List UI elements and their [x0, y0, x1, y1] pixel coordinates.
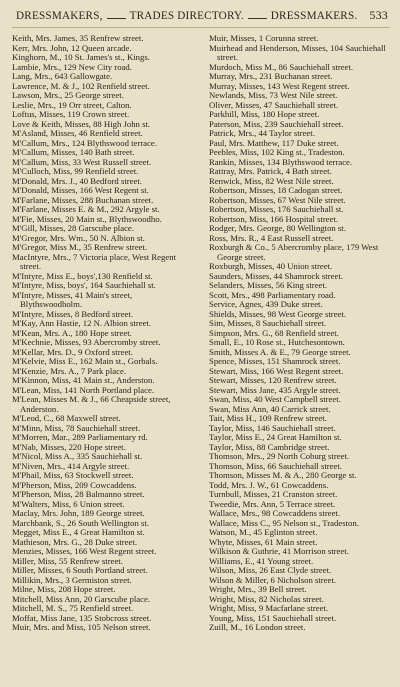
directory-entry: Kerr, Mrs. John, 12 Queen arcade. [12, 42, 132, 53]
directory-entry: Taylor, Miss, 146 Sauchiehall street. [209, 422, 336, 433]
directory-entry: Rattray, Mrs. Patrick, 4 Bath street. [209, 166, 332, 176]
directory-entry: Small, E., 10 Rose st., Hutchesontown. [209, 337, 345, 347]
directory-entry: Menzies, Misses, 166 West Regent street. [12, 546, 157, 556]
directory-entry: Taylor, Miss, 88 Cambridge street. [209, 441, 330, 452]
header-rule-left [107, 18, 126, 19]
directory-entry: Lang, Mrs., 643 Gallowgate. [12, 71, 113, 81]
directory-entry: Whyte, Misses, 61 Main street. [209, 536, 318, 547]
directory-entry: Muir, Misses, 1 Corunna street. [209, 33, 319, 43]
directory-entry: Patrick, Mrs., 44 Taylor street. [209, 128, 315, 138]
directory-entry: M'Callum, Mrs., 124 Blythswood terrace. [12, 137, 157, 148]
directory-entry: M'Culloch, Miss, 99 Renfield street. [12, 166, 139, 176]
directory-entry: Turnbull, Misses, 21 Cranston street. [209, 489, 338, 499]
directory-entry: Roxburgh, Misses, 40 Union street. [209, 261, 333, 271]
directory-entry: Tait, Miss H., 109 Renfrew street. [209, 413, 327, 423]
directory-entry: Paterson, Miss, 239 Sauchiehall street. [209, 118, 344, 129]
directory-entry: Sim, Misses, 8 Sauchiehall street. [209, 318, 327, 328]
directory-entry: Mitchell, Miss Ann, 20 Garscube place. [12, 593, 151, 604]
directory-entry: Moffat, Miss Jane, 135 Stobcross street. [12, 612, 152, 623]
directory-entry: Robertson, Misses, 18 Cadogan street. [209, 185, 343, 195]
directory-entry: Mitchell, M. S., 75 Renfield street. [12, 603, 134, 613]
directory-entry: M'Morren, Mar., 289 Parliamentary rd. [12, 432, 148, 442]
header-center-title: TRADES DIRECTORY. [129, 10, 244, 22]
directory-entry: Robertson, Misses, 67 West Nile street. [209, 194, 346, 205]
directory-entry: Zuill, M., 16 London street. [209, 622, 306, 632]
directory-entry: M'Callum, Misses, 140 Bath street. [12, 147, 135, 157]
directory-entry: Thomson, Mrs., 29 North Coburg street. [209, 451, 350, 461]
directory-entry: M'Asland, Misses, 46 Renfield street. [12, 128, 143, 138]
directory-entry: Millikin, Mrs., 3 Germiston street. [12, 574, 132, 585]
directory-entry: M'Kellar, Mrs. D., 9 Oxford street. [12, 346, 133, 357]
directory-entry: M'Leod, C., 68 Maxwell street. [12, 413, 121, 423]
directory-entry: M'Intyre, Misses, 8 Bedford street. [12, 308, 133, 319]
directory-entry: M'Intyre, Misses, 41 Main's street, Blythswoodholm. [12, 289, 133, 309]
right-column [201, 34, 390, 633]
directory-entry: Wright, Mrs., 39 Bell street. [209, 584, 307, 594]
directory-entry: Murdoch, Miss M., 86 Sauchiehall street. [209, 61, 354, 72]
directory-entry: M'Kechnie, Misses, 93 Abercromby street. [12, 337, 161, 347]
directory-entry: Newlands, Miss, 73 West Nile street. [209, 90, 338, 100]
directory-entry: Ross, Mrs. R., 4 East Russell street. [209, 232, 334, 243]
directory-entry: Lawson, Mrs., 25 George street. [12, 90, 124, 100]
directory-entry: Simpson, Mrs. G., 68 Renfield street. [209, 327, 339, 338]
directory-entry: M'Donald, Mrs. J., 40 Bedford street. [12, 175, 142, 186]
directory-entry: M'Kean, Mrs. A., 180 Hope street. [12, 327, 132, 338]
directory-entry: Spence, Misses, 151 Shamrock street. [209, 356, 341, 366]
directory-entry: Shields, Misses, 98 West George street. [209, 308, 347, 319]
directory-entry: M'Niven, Mrs., 414 Argyle street. [12, 460, 130, 471]
directory-entry: Wright, Miss, 9 Macfarlane street. [209, 603, 329, 613]
header-left-title: DRESSMAKERS, [16, 10, 103, 22]
directory-entry: Miller, Misses, 6 South Portland street. [12, 565, 148, 575]
directory-entry: M'Kenzie, Mrs. A., 7 Park place. [12, 365, 126, 376]
directory-entry: Swan, Miss Ann, 40 Carrick street. [209, 403, 331, 414]
directory-entry: Service, Agnes, 439 Duke street. [209, 299, 323, 309]
directory-entry: Muirhead and Henderson, Misses, 104 Sauchiehall street. [209, 42, 386, 62]
directory-entry: Murray, Mrs., 231 Buchanan street. [209, 71, 333, 81]
directory-entry: M'Gregor, Mrs. Wm., 50 N. Albion st. [12, 232, 145, 243]
directory-entry: Wallace, Mrs., 98 Cowcaddens street. [209, 508, 341, 518]
left-column [12, 34, 201, 633]
directory-entry: M'Phail, Miss, 63 Stockwell street. [12, 470, 134, 480]
directory-entry: Stewart, Miss, 166 West Regent street. [209, 365, 344, 376]
directory-entry: Mathieson, Mrs. G., 28 Duke street. [12, 536, 137, 547]
directory-entry: Watson, M., 45 Eglinton street. [209, 527, 318, 537]
directory-entry: Selanders, Misses, 56 King street. [209, 280, 327, 290]
running-header [12, 8, 390, 28]
directory-entry: Swan, Miss, 40 West Campbell street. [209, 394, 341, 404]
directory-entry: M'Lean, Miss, 141 North Portland place. [12, 384, 154, 395]
directory-entry: M'Callum, Miss, 33 West Russell street. [12, 156, 152, 167]
directory-entry: Muir, Mrs. and Miss, 105 Nelson street. [12, 622, 151, 632]
directory-entry: M'Nab, Misses, 220 Hope street. [12, 441, 126, 452]
directory-entry: M'Gill, Misses, 28 Garscube place. [12, 223, 134, 233]
directory-entry: Thomson, Miss, 66 Sauchiehall street. [209, 460, 342, 471]
directory-entry: M'Gregor, Miss M., 35 Renfrew street. [12, 242, 148, 252]
directory-entry: Miller, Miss, 55 Renfrew street. [12, 555, 123, 566]
directory-entry: Robertson, Miss, 166 Hospital street. [209, 213, 339, 224]
directory-entry: Stewart, Misses, 120 Renfrew street. [209, 375, 337, 385]
directory-entry: M'Pherson, Miss, 209 Cowcaddens. [12, 479, 137, 490]
directory-entry: Smith, Misses A. & E., 79 George street. [209, 346, 351, 357]
directory-entry: Lawrence, M. & J., 102 Renfield street. [12, 80, 150, 91]
directory-entry: Lambie, Mrs., 129 New City road. [12, 61, 132, 72]
directory-entry: M'Intyre, Miss, boys', 164 Sauchiehall st. [12, 280, 156, 290]
directory-entry: M'Walters, Miss, 6 Union street. [12, 498, 125, 509]
directory-entry: MacIntyre, Mrs., 7 Victoria place, West Regent street. [12, 251, 176, 271]
directory-entry: M'Farlane, Misses, 288 Buchanan street. [12, 194, 154, 205]
directory-entry: Rodger, Mrs. George, 80 Wellington st. [209, 223, 346, 233]
directory-entry: Leslie, Mrs., 19 Orr street, Calton. [12, 99, 132, 110]
directory-entry: M'Fie, Misses, 20 Main st., Blythswoodho. [12, 213, 162, 224]
directory-entry: M'Pherson, Miss, 28 Balmanno street. [12, 489, 145, 499]
directory-entry: Megget, Miss E., 4 Great Hamilton st. [12, 527, 145, 537]
directory-entry: Williams, E., 41 Young street. [209, 555, 314, 566]
directory-columns [12, 34, 390, 633]
directory-entry: Wilkison & Guthrie, 41 Morrison street. [209, 546, 349, 556]
page-number: 533 [369, 8, 388, 22]
directory-entry: Peebles, Miss, 102 King st., Tradeston. [209, 147, 345, 157]
header-right-title: DRESSMAKERS. [270, 10, 358, 22]
directory-entry: Love & Keith, Misses, 88 High John st. [12, 118, 151, 129]
directory-entry: Paul, Mrs. Matthew, 117 Duke street. [209, 137, 339, 148]
directory-entry: M'Kelvie, Miss E., 162 Main st., Gorbals. [12, 356, 158, 366]
directory-entry: Scott, Mrs., 498 Parliamentary road. [209, 289, 336, 300]
directory-entry: Renwick, Miss, 82 West Nile street. [209, 175, 334, 186]
header-rule-right [248, 18, 267, 19]
directory-entry: Todd, Mrs. J. W., 61 Cowcaddens. [209, 479, 329, 490]
directory-entry: Wilson, Miss, 26 East Clyde street. [209, 565, 332, 575]
directory-entry: Taylor, Miss E., 24 Great Hamilton st. [209, 432, 342, 442]
directory-entry: Robertson, Misses, 176 Sauchiehall st. [209, 204, 344, 214]
directory-entry: Loftus, Misses, 119 Crown street. [12, 109, 130, 119]
directory-entry: Oliver, Misses, 47 Sauchiehall street. [209, 99, 339, 110]
directory-entry: Wright, Miss, 82 Nicholas street. [209, 593, 324, 604]
directory-entry: Kinghorn, M., 10 St. James's st., Kings. [12, 52, 150, 62]
directory-entry: Saunders, Misses, 44 Shamrock street. [209, 270, 343, 281]
directory-entry: Tweedie, Mrs. Ann, 5 Terrace street. [209, 498, 336, 509]
directory-entry: Murray, Misses, 143 West Regent street. [209, 80, 350, 91]
directory-entry: Stewart, Miss Jane, 435 Argyle street. [209, 384, 341, 395]
directory-entry: Keith, Mrs. James, 35 Renfrew street. [12, 33, 144, 43]
directory-entry: M'Nicol, Miss A., 335 Sauchiehall st. [12, 451, 143, 461]
directory-entry: Wilson & Miller, 6 Nicholson street. [209, 574, 336, 585]
directory-entry: Roxburgh & Co., 5 Abercromby place, 179 West George street. [209, 242, 379, 262]
directory-entry: M'Donald, Misses, 166 West Regent st. [12, 185, 149, 195]
directory-entry: M'Kay, Ann Hastie, 12 N. Albion street. [12, 318, 152, 328]
directory-entry: Marchbank, S., 26 South Wellington st. [12, 517, 149, 528]
directory-entry: Young, Miss, 151 Sauchiehall street. [209, 612, 337, 623]
directory-entry: M'Intyre, Miss E., boys',130 Renfield st. [12, 270, 153, 281]
directory-entry: Wallace, Miss C., 95 Nelson st., Tradeston. [209, 517, 359, 528]
directory-entry: Milne, Miss, 208 Hope street. [12, 584, 116, 594]
directory-entry: M'Kinnon, Miss, 41 Main st., Anderston. [12, 375, 155, 385]
directory-entry: Thomson, Misses M. & A., 280 George st. [209, 470, 357, 480]
directory-entry: M'Lean, Misses M. & J., 66 Cheapside street, Anderston. [12, 394, 171, 414]
directory-entry: Maclay, Mrs. John, 189 George street. [12, 508, 145, 518]
directory-entry: Parkhill, Miss, 180 Hope street. [209, 109, 320, 119]
directory-entry: Rankin, Misses, 134 Blythswood terrace. [209, 156, 353, 167]
directory-entry: M'Minn, Miss, 78 Sauchiehall street. [12, 422, 141, 433]
directory-entry: M'Farlane, Misses E. & M., 292 Argyle st. [12, 204, 160, 214]
